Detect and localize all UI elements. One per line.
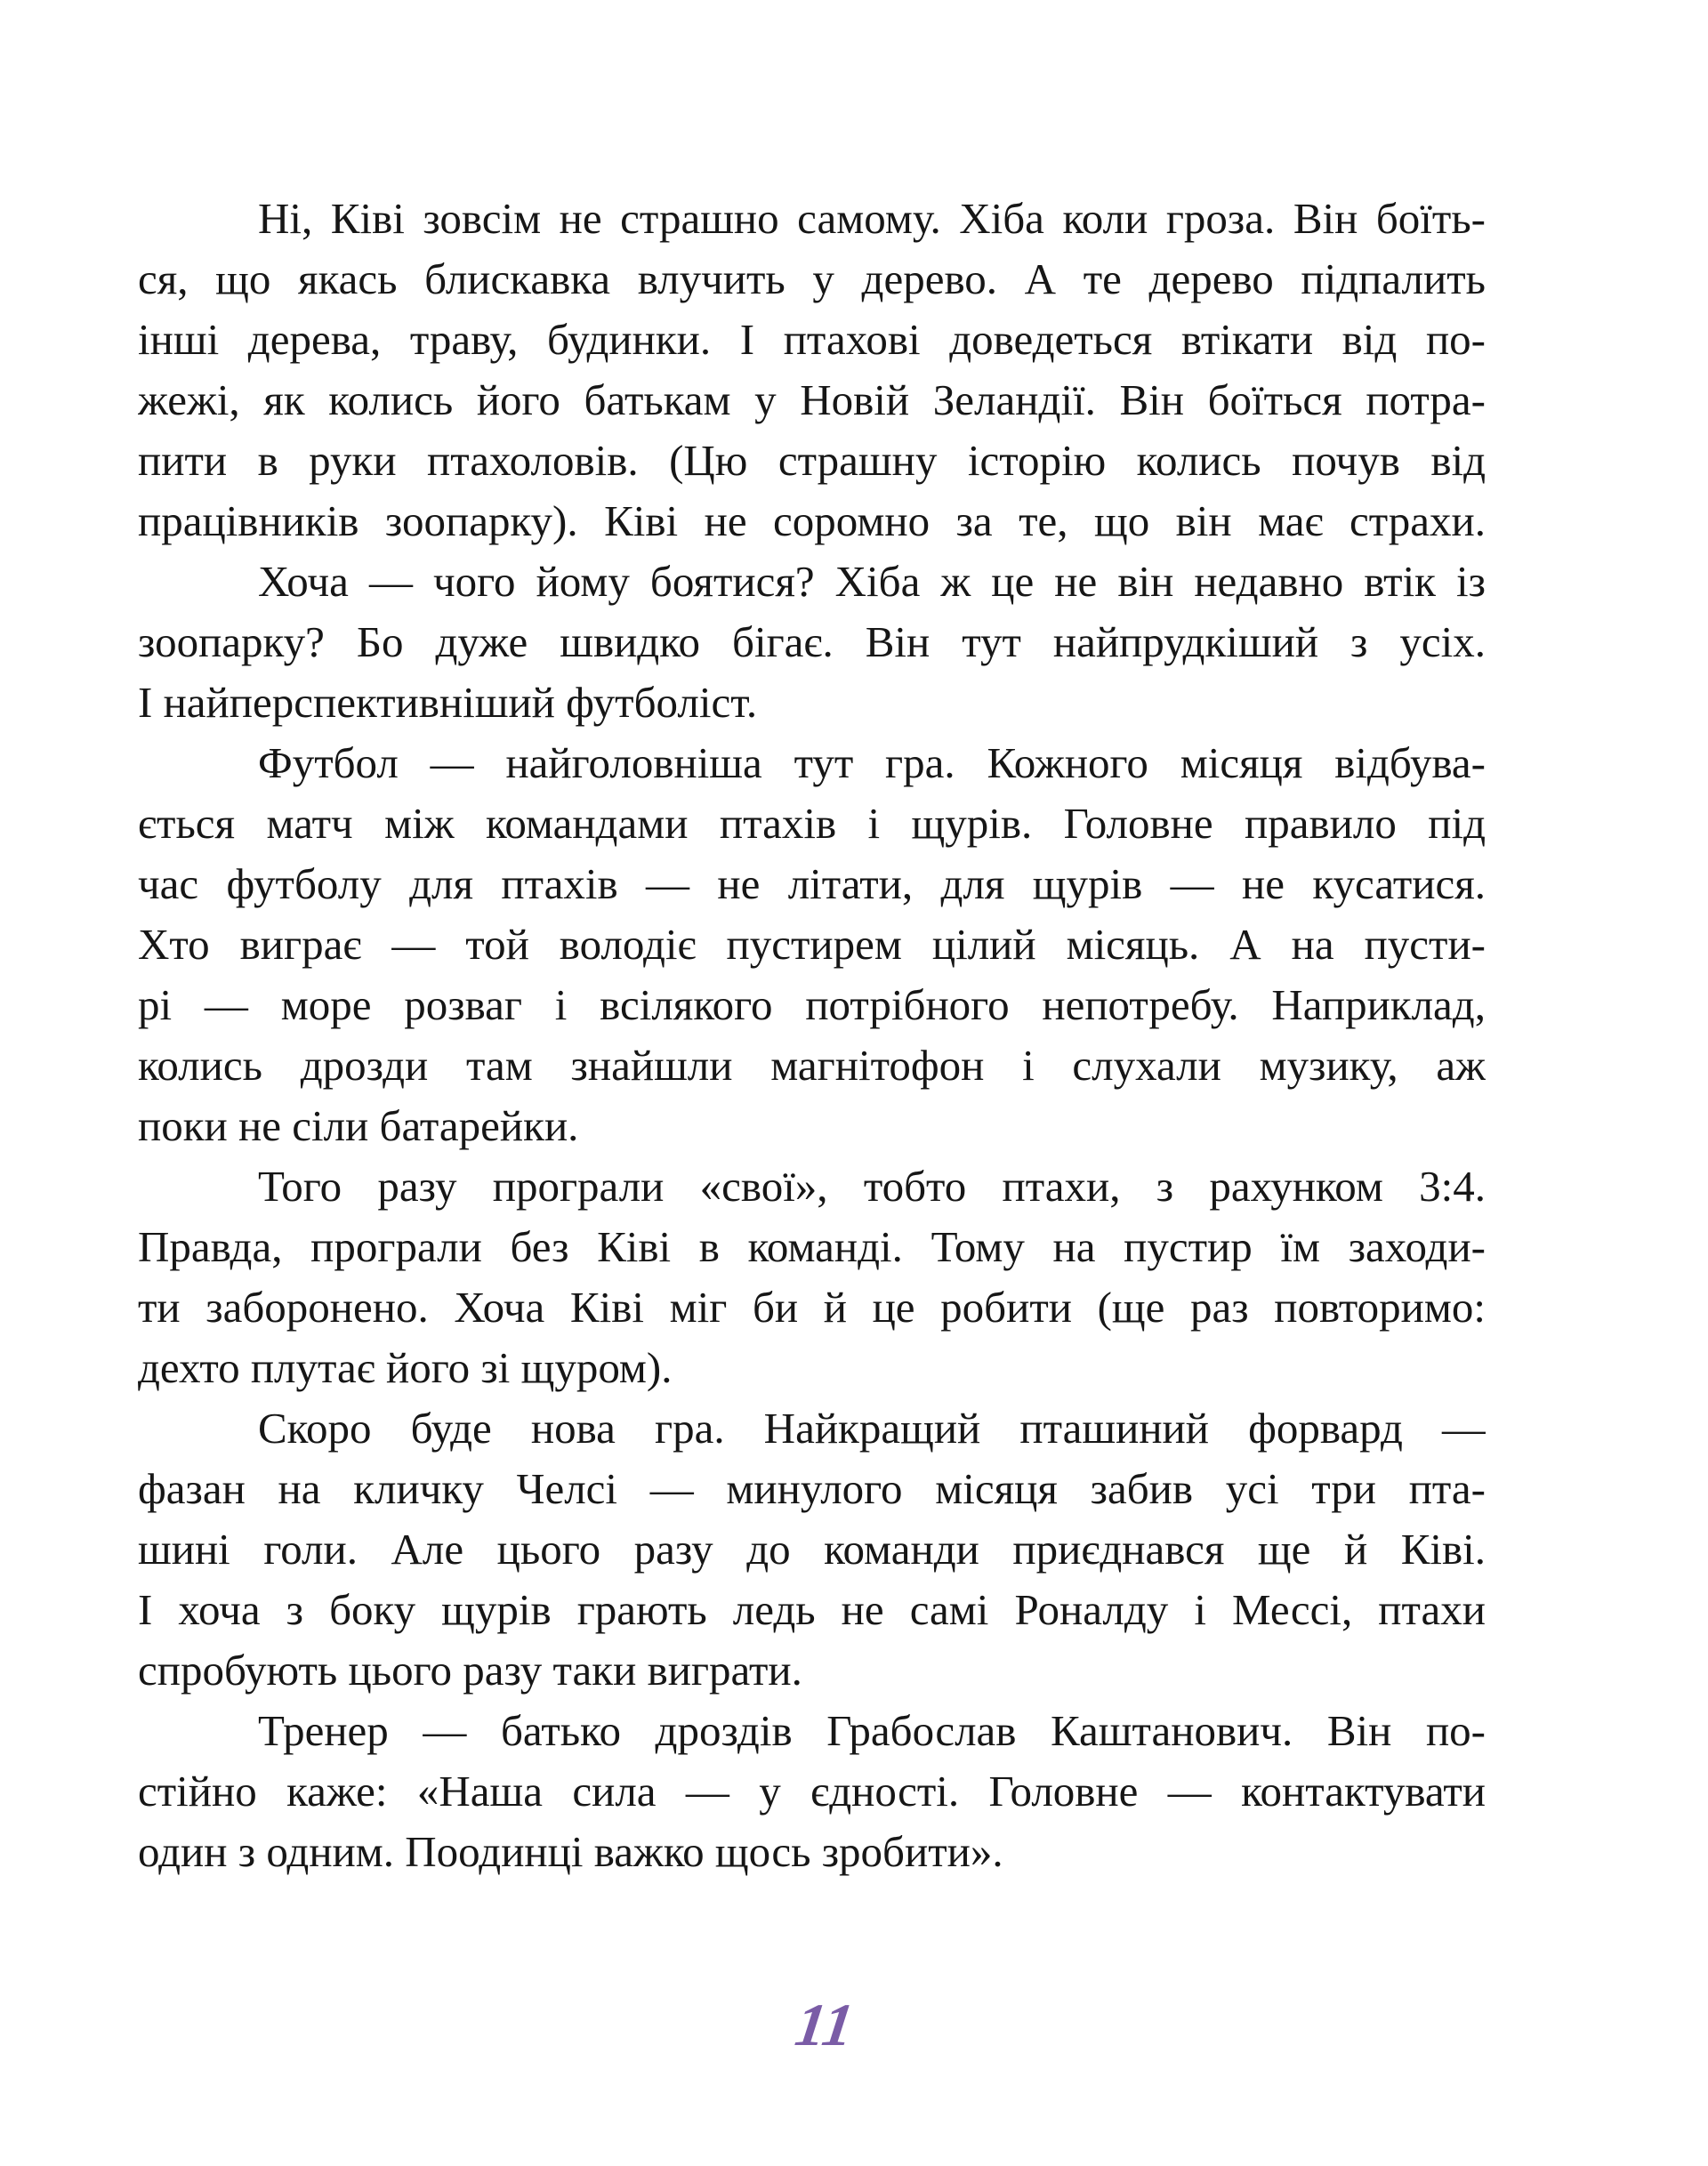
text-line: поки не сіли батарейки. [138,1101,579,1150]
text-line: жежі, як колись його батькам у Новій Зеландії. Він боїться потра- [138,375,1486,424]
page-number: 11 [791,1991,858,2058]
paragraph [138,1156,1486,1398]
text-line: один з одним. Поодинці важко щось зробити». [138,1827,1003,1876]
paragraph [138,1398,1486,1701]
text-line: Хоча — чого йому боятися? Хіба ж це не він недавно втік із [258,557,1486,606]
paragraph [138,733,1486,1156]
text-line: пити в руки птахоловів. (Цю страшну історію колись почув від [138,436,1486,485]
text-line: І найперспективніший футболіст. [138,678,758,727]
text-line: колись дрозди там знайшли магнітофон і слухали музику, аж [138,1041,1486,1090]
text-line: ся, що якась блискавка влучить у дерево. А те дерево підпалить [138,254,1486,303]
text-line: час футболу для птахів — не літати, для щурів — не кусатися. [138,859,1486,908]
text-line: працівників зоопарку). Ківі не соромно за те, що він має страхи. [138,496,1486,545]
text-line: стійно каже: «Наша сила — у єдності. Головне — контактувати [138,1767,1486,1816]
text-line: зоопарку? Бо дуже швидко бігає. Він тут найпрудкіший з усіх. [138,617,1486,666]
text-line: І хоча з боку щурів грають ледь не самі Роналду і Мессі, птахи [138,1585,1486,1634]
text-line: дехто плутає його зі щуром). [138,1343,673,1392]
text-line: рі — море розваг і всілякого потрібного непотребу. Наприклад, [138,980,1486,1029]
text-line: ється матч між командами птахів і щурів. Головне правило під [138,799,1486,848]
paragraph [138,189,1486,552]
text-line: спробують цього разу таки виграти. [138,1646,802,1695]
text-line: Правда, програли без Ківі в команді. Тому на пустир їм заходи- [138,1222,1486,1271]
body-text [138,189,1486,1882]
text-line: Футбол — найголовніша тут гра. Кожного місяця відбува- [258,738,1486,787]
text-line: Того разу програли «свої», тобто птахи, з рахунком 3:4. [258,1162,1486,1211]
text-line: Тренер — батько дроздів Грабослав Каштанович. Він по- [258,1706,1486,1755]
paragraph [138,552,1486,733]
paragraph [138,1701,1486,1882]
text-line: фазан на кличку Челсі — минулого місяця забив усі три пта- [138,1464,1486,1513]
text-line: Ні, Ківі зовсім не страшно самому. Хіба коли гроза. Він боїть- [258,194,1486,243]
text-line: Скоро буде нова гра. Найкращий пташиний форвард — [258,1404,1486,1453]
text-line: шині голи. Але цього разу до команди приєднався ще й Ківі. [138,1525,1486,1574]
text-line: інші дерева, траву, будинки. І птахові доведеться втікати від по- [138,315,1486,364]
text-line: ти заборонено. Хоча Ківі міг би й це робити (ще раз повторимо: [138,1283,1486,1332]
text-line: Хто виграє — той володіє пустирем цілий місяць. А на пусти- [138,920,1486,969]
